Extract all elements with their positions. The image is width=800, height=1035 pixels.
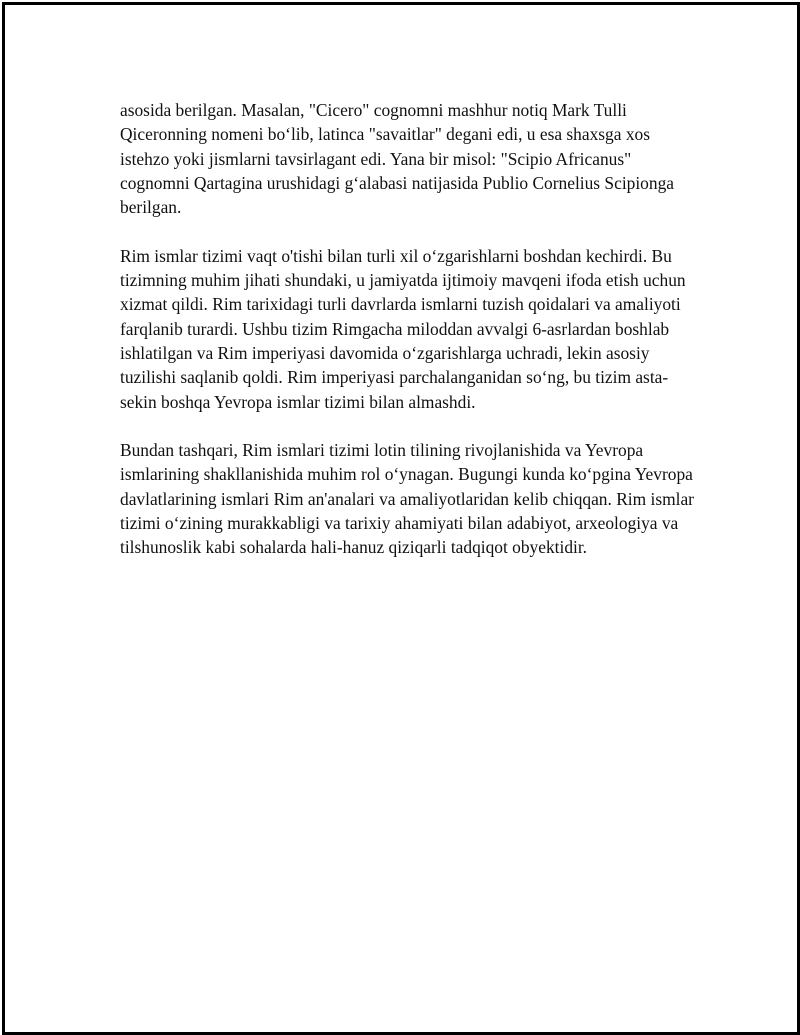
document-page <box>2 2 800 1035</box>
paragraph-3: Bundan tashqari, Rim ismlari tizimi lotin tilining rivojlanishida va Yevropa ismlarining shakllanishida muhim rol o‘ynagan. Bugungi kunda ko‘pgina Yevropa davlatlarining ismlari Rim an'analari va amaliyotlaridan kelib chiqqan. Rim ismlar tizimi o‘zining murakkabligi va tarixiy ahamiyati bilan adabiyot, arxeologiya va tilshunoslik kabi sohalarda hali-hanuz qiziqarli tadqiqot obyektidir. <box>120 440 694 558</box>
paragraph-1: asosida berilgan. Masalan, "Cicero" cognomni mashhur notiq Mark Tulli Qiceronning nomeni bo‘lib, latinca "savaitlar" degani edi, u esa shaxsga xos istehzo yoki jismlarni tavsirlagant edi. Yana bir misol: "Scipio Africanus" cognomni Qartagina urushidagi g‘alabasi natijasida Publio Cornelius Scipionga berilgan. <box>120 100 674 218</box>
document-body <box>120 98 700 584</box>
paragraph-2: Rim ismlar tizimi vaqt o'tishi bilan turli xil o‘zgarishlarni boshdan kechirdi. Bu tizimning muhim jihati shundaki, u jamiyatda ijtimoiy mavqeni ifoda etish uchun xizmat qildi. Rim tarixidagi turli davrlarda ismlarni tuzish qoidalari va amaliyoti farqlanib turardi. Ushbu tizim Rimgacha miloddan avvalgi 6-asrlardan boshlab ishlatilgan va Rim imperiyasi davomida o‘zgarishlarga uchradi, lekin asosiy tuzilishi saqlanib qoldi. Rim imperiyasi parchalanganidan so‘ng, bu tizim asta-sekin boshqa Yevropa ismlar tizimi bilan almashdi. <box>120 245 686 412</box>
